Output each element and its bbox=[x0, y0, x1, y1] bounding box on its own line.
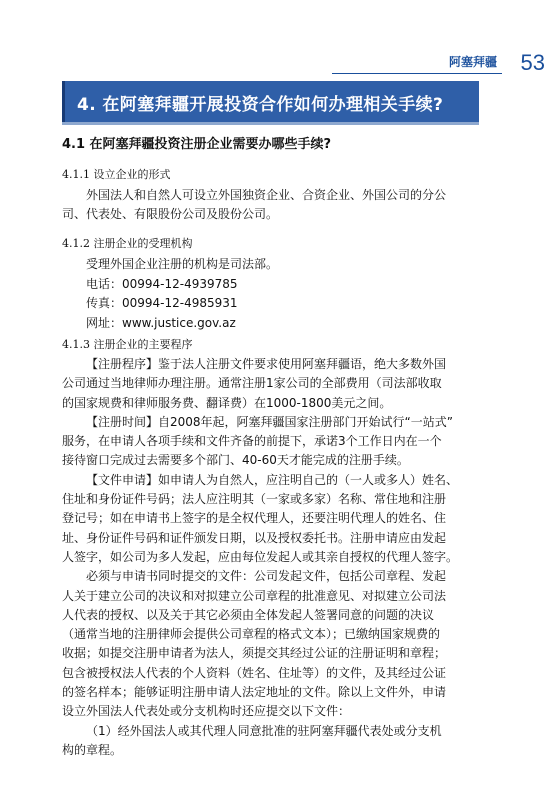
text-line: 人签字，如公司为多人发起，应由每位发起人或其亲自授权的代理人签字。 bbox=[62, 549, 459, 564]
text-line: 【注册时间】自2008年起，阿塞拜疆国家注册部门开始试行“一站式” bbox=[86, 414, 453, 429]
text-line: 登记号；如在申请书上签字的是全权代理人，还要注明代理人的姓名、住 bbox=[62, 511, 447, 526]
section-title-4-1: 4.1 在阿塞拜疆投资注册企业需要办哪些手续? bbox=[62, 137, 332, 152]
authority-intro: 受理外国企业注册的机构是司法部。 bbox=[86, 257, 279, 271]
chapter-title: 4. 在阿塞拜疆开展投资合作如何办理相关手续? bbox=[77, 95, 444, 115]
text-line: 设立外国法人代表处或分支机构时还应提交以下文件： bbox=[62, 704, 351, 719]
chapter-banner bbox=[62, 81, 479, 122]
banner-shadow bbox=[62, 122, 479, 125]
text-line: 【文件申请】如申请人为自然人，应注明自己的（一人或多人）姓名、 bbox=[86, 472, 459, 487]
text-line: （1）经外国法人或其代理人同意批准的驻阿塞拜疆代表处或分支机 bbox=[86, 723, 442, 738]
subsection-heading-4-1-1: 4.1.1 设立企业的形式 bbox=[62, 168, 171, 181]
text-line: 址、身份证件号码和证件颁发日期，以及授权委托书。注册申请应由发起 bbox=[62, 530, 447, 545]
phone-number: 电话：00994-12-4939785 bbox=[86, 276, 238, 291]
subsection-heading-4-1-2: 4.1.2 注册企业的受理机构 bbox=[62, 237, 193, 250]
text-line: 公司通过当地律师办理注册。通常注册1家公司的全部费用（司法部收取 bbox=[62, 376, 442, 391]
text-line: 司、代表处、有限股份公司及股份公司。 bbox=[62, 207, 279, 222]
text-line: 包含被授权法人代表的个人资料（姓名、住址等）的文件，及其经过公证 bbox=[62, 665, 447, 680]
text-line: 的签名样本；能够证明注册申请人法定地址的文件。除以上文件外，申请 bbox=[62, 685, 447, 700]
text-line: 人代表的授权、以及关于其它必须由全体发起人签署同意的问题的决议 bbox=[62, 607, 435, 622]
text-line: 住址和身份证件号码；法人应注明其（一家或多家）名称、常住地和注册 bbox=[62, 492, 447, 507]
text-line: 接待窗口完成过去需要多个部门、40-60天才能完成的注册手续。 bbox=[62, 453, 409, 468]
fax-number: 传真：00994-12-4985931 bbox=[86, 296, 238, 310]
subsection-heading-4-1-3: 4.1.3 注册企业的主要程序 bbox=[62, 338, 193, 351]
page-number: 53 bbox=[520, 50, 545, 75]
text-line: 构的章程。 bbox=[62, 742, 123, 757]
paragraph-enterprise-forms bbox=[62, 186, 476, 225]
header-rule bbox=[332, 73, 502, 74]
text-line: 的国家规费和律师服务费、翻译费）在1000-1800美元之间。 bbox=[62, 395, 392, 410]
page-header bbox=[0, 46, 559, 76]
text-line: 外国法人和自然人可设立外国独资企业、合资企业、外国公司的分公 bbox=[86, 188, 447, 202]
paragraph-registration-procedure bbox=[62, 355, 476, 760]
text-line: 【注册程序】鉴于法人注册文件要求使用阿塞拜疆语，绝大多数外国 bbox=[86, 357, 447, 371]
registration-authority-block bbox=[86, 255, 278, 333]
website: 网址：www.justice.gov.az bbox=[86, 315, 236, 330]
text-line: （通常当地的注册律师会提供公司章程的格式文本）；已缴纳国家规费的 bbox=[62, 627, 441, 642]
text-line: 必须与申请书同时提交的文件：公司发起文件，包括公司章程、发起 bbox=[86, 569, 447, 584]
text-line: 收据；如提交注册申请者为法人，须提交其经过公证的注册证明和章程； bbox=[62, 646, 447, 661]
text-line: 服务，在申请人各项手续和文件齐备的前提下，承诺3个工作日内在一个 bbox=[62, 434, 442, 449]
text-line: 人关于建立公司的决议和对拟建立公司章程的批准意见、对拟建立公司法 bbox=[62, 588, 447, 603]
header-country-label: 阿塞拜疆 bbox=[448, 55, 497, 69]
